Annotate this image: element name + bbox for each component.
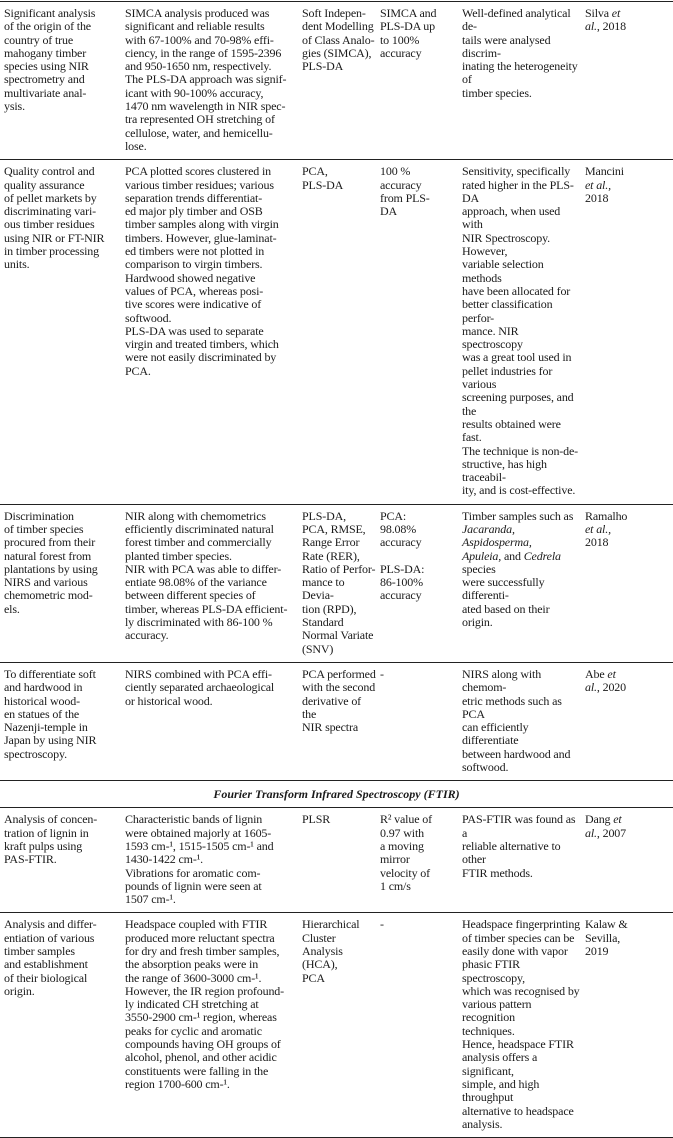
text-line: alcohol, phenol, and other acidic — [125, 1050, 277, 1065]
text-line: better classification perfor- — [462, 297, 553, 325]
text-line: Sensitivity, specifically — [462, 164, 571, 179]
text-line: reliable alternative to other — [462, 838, 561, 867]
text-line: with the second — [302, 680, 376, 695]
table-row — [0, 913, 673, 1138]
table-row — [0, 505, 673, 663]
text-line: PLS-DA was used to separate — [125, 323, 264, 338]
cell-conclusion — [462, 510, 585, 656]
text-line: 2018 — [585, 190, 609, 205]
cell-objective — [0, 165, 125, 497]
text-line: mance to Devia- — [302, 575, 345, 603]
text-line: PCA — [302, 970, 325, 985]
text-line: kraft pulps using — [4, 838, 83, 853]
text-line: tration of lignin in — [4, 825, 89, 840]
text-line: alternative to headspace — [462, 1103, 574, 1118]
text-line: ly indicated CH stretching at — [125, 997, 259, 1012]
text-line: region 1700-600 cm-¹. — [125, 1076, 230, 1091]
text-line: NIR Spectroscopy. However, — [462, 230, 550, 259]
text-line: icant with 90-100% accuracy, — [125, 85, 264, 100]
cell-reference — [585, 668, 673, 774]
cell-findings — [125, 813, 302, 906]
cell-findings — [125, 668, 302, 774]
cell-reference — [585, 813, 673, 906]
cell-reference — [585, 918, 673, 1131]
text-line: (SNV) — [302, 641, 334, 656]
cell-models — [302, 813, 380, 906]
text-line: 100 % — [380, 164, 411, 179]
text-line: R² value of — [380, 812, 432, 827]
text-line: Vibrations for aromatic com- — [125, 865, 261, 880]
text-line: were not easily discriminated by — [125, 350, 277, 365]
italic-segment: et al., — [585, 177, 611, 192]
text-line: timbers. However, glue-laminat- — [125, 230, 277, 245]
text-line: timber, whereas PLS-DA efficient- — [125, 601, 288, 616]
text-line: 1 cm/s — [380, 878, 411, 893]
text-line: timber species. — [462, 85, 532, 100]
text-line — [585, 523, 669, 536]
text-line: PAS-FTIR. — [4, 852, 57, 867]
text-line: 1470 nm wavelength in NIR spec- — [125, 99, 286, 114]
text-line: The technique is non-de- — [462, 443, 579, 458]
text-line: cellulose, water, and hemicellu- — [125, 125, 273, 140]
text-line: mirror — [380, 852, 410, 867]
text-line: Standard — [302, 615, 344, 630]
text-line: 2019 — [585, 944, 609, 958]
text-line: can efficiently differentiate — [462, 720, 529, 748]
text-line: analysis. — [462, 1116, 503, 1131]
text-line: NIRS and various — [4, 575, 88, 590]
italic-segment: al. — [585, 825, 597, 840]
text-segment: and — [501, 548, 524, 563]
cell-models — [302, 165, 380, 497]
italic-segment: Apuleia, — [462, 548, 502, 563]
text-line: between hardwood and — [462, 746, 571, 761]
text-line: tra represented OH stretching of — [125, 112, 275, 127]
text-line: ysis. — [4, 99, 25, 114]
text-line: pounds of lignin were seen at — [125, 878, 262, 893]
italic-segment: Cedrela — [523, 548, 561, 563]
cell-conclusion — [462, 165, 585, 497]
text-line: which was recognised by — [462, 983, 580, 998]
text-line: separation trends differentiat- — [125, 190, 263, 205]
italic-segment: Jacaranda, Aspidosperma, — [462, 521, 532, 550]
text-line: procured from their — [4, 535, 96, 550]
text-line: species using NIR — [4, 59, 89, 74]
text-line: were successfully differenti- — [462, 575, 545, 603]
text-line: Ratio of Perfor- — [302, 561, 376, 576]
cell-accuracy — [380, 813, 462, 906]
text-line: PCA, RMSE, — [302, 521, 366, 536]
text-line: peaks for cyclic and aromatic — [125, 1023, 262, 1038]
text-line: easily done with vapor — [462, 944, 568, 958]
cell-models — [302, 510, 380, 656]
text-line: timber samples — [4, 944, 75, 958]
text-line: multivariate anal- — [4, 85, 87, 100]
text-line: DA — [380, 204, 398, 219]
text-line — [462, 523, 581, 550]
text-line: timber samples along with virgin — [125, 217, 279, 232]
text-segment: Abe — [585, 666, 608, 681]
text-line: 98.08% — [380, 521, 417, 536]
text-line: variable selection methods — [462, 257, 544, 285]
text-line: 2018 — [585, 535, 609, 550]
text-line: FTIR methods. — [462, 865, 533, 880]
text-line: the absorption peaks were in — [125, 957, 259, 972]
text-line: values of PCA, whereas posi- — [125, 283, 264, 298]
text-line: Range Error — [302, 535, 360, 550]
text-line: the range of 3600-3000 cm-¹. — [125, 970, 262, 985]
cell-accuracy — [380, 918, 462, 1131]
text-line: ciency, in the range of 1595-2396 — [125, 45, 282, 60]
text-line: Hence, headspace FTIR — [462, 1037, 574, 1052]
text-line: have been allocated for — [462, 283, 571, 298]
cell-models — [302, 668, 380, 774]
cell-models — [302, 7, 380, 153]
cell-findings — [125, 510, 302, 656]
table-row — [0, 2, 673, 160]
text-line: ciently separated archaeological — [125, 680, 275, 695]
text-line: Headspace fingerprinting — [462, 917, 581, 932]
text-line: rated higher in the PLS-DA — [462, 177, 574, 205]
text-line: comparison to virgin timbers. — [125, 257, 263, 272]
table-row — [0, 663, 673, 781]
text-line: PLS-DA: — [380, 561, 425, 576]
text-line: accuracy — [380, 177, 422, 192]
text-line: Ramalho — [585, 508, 628, 523]
text-line: PLS-DA — [302, 59, 344, 74]
text-line: entiation of various — [4, 930, 95, 945]
text-line: spectroscopy. — [4, 746, 67, 761]
text-line: Discrimination — [4, 508, 74, 523]
text-line: Timber samples such as — [462, 508, 574, 523]
cell-conclusion — [462, 813, 585, 906]
text-line: accuracy — [380, 535, 422, 550]
text-line — [585, 668, 669, 681]
text-line: of pellet markets by — [4, 190, 97, 205]
text-line: Normal Variate — [302, 628, 374, 643]
text-line: mahogany timber — [4, 45, 87, 60]
text-line: (HCA), — [302, 957, 338, 972]
text-line: using NIR or FT-NIR — [4, 230, 105, 245]
section-header-ftir: Fourier Transform Infrared Spectroscopy (FTIR) — [0, 781, 673, 808]
text-line: ed major ply timber and OSB — [125, 204, 263, 219]
italic-segment: et — [611, 6, 621, 20]
text-line: ity, and is cost-effective. — [462, 483, 576, 498]
cell-reference — [585, 7, 673, 153]
text-line: Soft Indepen- — [302, 6, 366, 20]
text-line: in timber processing — [4, 244, 99, 259]
cell-objective — [0, 918, 125, 1131]
text-line — [380, 550, 458, 563]
text-line: natural forest from — [4, 548, 92, 563]
text-line: and establishment — [4, 957, 88, 972]
text-line: tive scores were indicative of — [125, 297, 262, 312]
text-line: constituents were falling in the — [125, 1063, 269, 1078]
italic-segment: al. — [585, 680, 597, 695]
text-line: produced more reluctant spectra — [125, 930, 275, 945]
text-line: various timber residues; various — [125, 177, 274, 192]
cell-accuracy — [380, 510, 462, 656]
text-line: PCA, — [302, 164, 328, 179]
text-line: techniques. — [462, 1023, 515, 1038]
text-line: PCA performed — [302, 666, 376, 681]
text-line: 0.97 with — [380, 825, 424, 840]
cell-objective — [0, 813, 125, 906]
text-line: between different species of — [125, 588, 256, 603]
text-line: Characteristic bands of lignin — [125, 812, 263, 827]
cell-models — [302, 918, 380, 1131]
text-line: NIRS along with chemom- — [462, 666, 542, 695]
text-line: pellet industries for various — [462, 363, 553, 392]
cell-objective — [0, 7, 125, 153]
text-line: and 950-1650 nm, respectively. — [125, 59, 272, 74]
text-segment: Dang — [585, 812, 614, 827]
text-line: Mancini — [585, 164, 624, 179]
italic-segment: et — [613, 812, 622, 827]
text-line — [585, 813, 669, 826]
text-line: However, the IR region profound- — [125, 983, 285, 998]
cell-objective — [0, 510, 125, 656]
text-line: SIMCA and — [380, 6, 437, 20]
text-line: accuracy — [380, 45, 422, 60]
italic-segment: al. — [585, 19, 597, 34]
text-line: country of true — [4, 32, 74, 47]
text-line: from PLS- — [380, 190, 430, 205]
text-line: lose. — [125, 138, 147, 153]
text-line: historical wood- — [4, 693, 80, 708]
text-segment: , 2020 — [596, 680, 626, 695]
text-line: discriminating vari- — [4, 204, 96, 219]
text-line: ly discriminated with 86-100 % — [125, 615, 273, 630]
text-line: PAS-FTIR was found as a — [462, 812, 576, 840]
cell-accuracy — [380, 165, 462, 497]
text-line: accuracy. — [125, 628, 169, 643]
text-line: The PLS-DA approach was signif- — [125, 72, 287, 87]
table-row — [0, 808, 673, 913]
text-line: Hierarchical — [302, 917, 360, 932]
italic-segment: et al., — [585, 521, 611, 536]
text-line — [585, 827, 669, 840]
text-line: units. — [4, 257, 30, 272]
cell-accuracy — [380, 7, 462, 153]
text-line: of timber species — [4, 521, 84, 536]
text-line: Well-defined analytical de- — [462, 6, 571, 34]
cell-conclusion — [462, 918, 585, 1131]
text-line: of Class Analo- — [302, 32, 375, 47]
cell-findings — [125, 918, 302, 1131]
text-line: various pattern recognition — [462, 997, 532, 1025]
text-line: of their biological — [4, 970, 88, 985]
italic-segment: et — [607, 666, 616, 681]
cell-reference — [585, 165, 673, 497]
text-line: to 100% — [380, 32, 420, 47]
cell-findings — [125, 165, 302, 497]
text-line: tails were analysed discrim- — [462, 32, 551, 60]
text-line: or historical wood. — [125, 693, 213, 708]
text-line: Hardwood showed negative — [125, 270, 256, 285]
text-segment: , 2018 — [596, 19, 626, 34]
text-line: Sevilla, — [585, 930, 621, 945]
text-line: Nazenji-temple in — [4, 720, 88, 735]
text-line: 86-100% — [380, 575, 423, 590]
text-line: To differentiate soft — [4, 666, 96, 681]
text-segment: species — [462, 561, 496, 576]
text-line: efficiently discriminated natural — [125, 521, 274, 536]
text-line: derivative of the — [302, 693, 362, 721]
text-line: 1593 cm-¹, 1515-1505 cm-¹ and — [125, 838, 274, 853]
text-line — [585, 681, 669, 694]
text-line: PLS-DA — [302, 177, 344, 192]
text-line: SIMCA analysis produced was — [125, 6, 270, 20]
cell-reference — [585, 510, 673, 656]
text-line: NIRS combined with PCA effi- — [125, 666, 272, 681]
text-line: NIR along with chemometrics — [125, 508, 266, 523]
cell-accuracy — [380, 668, 462, 774]
text-line: for dry and fresh timber samples, — [125, 944, 280, 958]
cell-objective — [0, 668, 125, 774]
text-line: etric methods such as PCA — [462, 693, 562, 721]
text-line: 1430-1422 cm-¹. — [125, 852, 204, 867]
text-line: results obtained were fast. — [462, 416, 561, 445]
text-line: PCA: — [380, 508, 407, 523]
text-line: plantations by using — [4, 561, 98, 576]
text-line: screening purposes, and the — [462, 390, 574, 418]
text-line: Analysis of concen- — [4, 812, 98, 827]
text-line: PLS-DA, — [302, 508, 346, 523]
text-line: with 67-100% and 70-98% effi- — [125, 32, 274, 47]
text-line: ated based on their origin. — [462, 601, 550, 630]
text-line: and hardwood in — [4, 680, 83, 695]
text-line: accuracy — [380, 588, 422, 603]
text-line: Analysis and differ- — [4, 917, 97, 932]
text-line: forest timber and commercially — [125, 535, 272, 550]
text-line: planted timber species. — [125, 548, 232, 563]
text-line: quality assurance — [4, 177, 85, 192]
text-line: Kalaw & — [585, 917, 628, 932]
text-line: PCA. — [125, 363, 151, 378]
text-line: analysis offers a significant, — [462, 1050, 538, 1078]
text-line: velocity of — [380, 865, 431, 880]
text-line — [585, 20, 669, 33]
text-line: NIR spectra — [302, 720, 358, 735]
cell-findings — [125, 7, 302, 153]
text-line: - — [380, 917, 384, 932]
text-line: of the origin of the — [4, 19, 91, 34]
text-line: PCA plotted scores clustered in — [125, 164, 271, 179]
text-line: significant and reliable results — [125, 19, 265, 34]
text-line: 1507 cm-¹. — [125, 892, 176, 907]
text-line: en statues of the — [4, 706, 80, 721]
text-segment: Silva — [585, 6, 612, 20]
text-line: were obtained majorly at 1605- — [125, 825, 272, 840]
literature-table — [0, 1, 673, 1138]
text-line: 3550-2900 cm-¹ region, whereas — [125, 1010, 277, 1025]
cell-conclusion — [462, 7, 585, 153]
text-line: Quality control and — [4, 164, 95, 179]
text-line: chemometric mod- — [4, 588, 93, 603]
text-line: was a great tool used in — [462, 350, 572, 365]
text-line: els. — [4, 601, 20, 616]
text-line: a moving — [380, 838, 424, 853]
text-line: PLS-DA up — [380, 19, 435, 34]
text-segment: , 2007 — [596, 825, 626, 840]
text-line: structive, has high traceabil- — [462, 456, 547, 485]
text-line: ous timber residues — [4, 217, 95, 232]
text-line: phasic FTIR spectroscopy, — [462, 957, 525, 985]
cell-conclusion — [462, 668, 585, 774]
text-line: ed timbers were not plotted in — [125, 244, 265, 259]
text-line: softwood. — [462, 760, 509, 775]
text-line: virgin and treated timbers, which — [125, 337, 279, 352]
text-line: gies (SIMCA), — [302, 45, 372, 60]
text-line — [462, 550, 581, 577]
text-line: mance. NIR spectroscopy — [462, 323, 523, 352]
text-line: - — [380, 666, 384, 681]
table-row — [0, 160, 673, 504]
text-line: dent Modelling — [302, 19, 374, 34]
text-line: origin. — [4, 983, 35, 998]
text-line: simple, and high throughput — [462, 1076, 540, 1105]
text-line: Cluster Analysis — [302, 930, 343, 958]
text-line: tion (RPD), — [302, 601, 357, 616]
text-line: compounds having OH groups of — [125, 1037, 281, 1052]
text-line: entiate 98.08% of the variance — [125, 575, 267, 590]
text-line — [585, 179, 669, 192]
text-line: Rate (RER), — [302, 548, 360, 563]
text-line: PLSR — [302, 812, 331, 827]
text-line: Significant analysis — [4, 6, 96, 20]
text-line: NIR with PCA was able to differ- — [125, 561, 282, 576]
text-line — [585, 7, 669, 20]
text-line: softwood. — [125, 310, 172, 325]
text-line: of timber species can be — [462, 930, 575, 945]
text-line: spectrometry and — [4, 72, 85, 87]
text-line: inating the heterogeneity of — [462, 59, 578, 87]
text-line: Japan by using NIR — [4, 733, 97, 748]
text-line: approach, when used with — [462, 204, 561, 232]
text-line: Headspace coupled with FTIR — [125, 917, 268, 932]
